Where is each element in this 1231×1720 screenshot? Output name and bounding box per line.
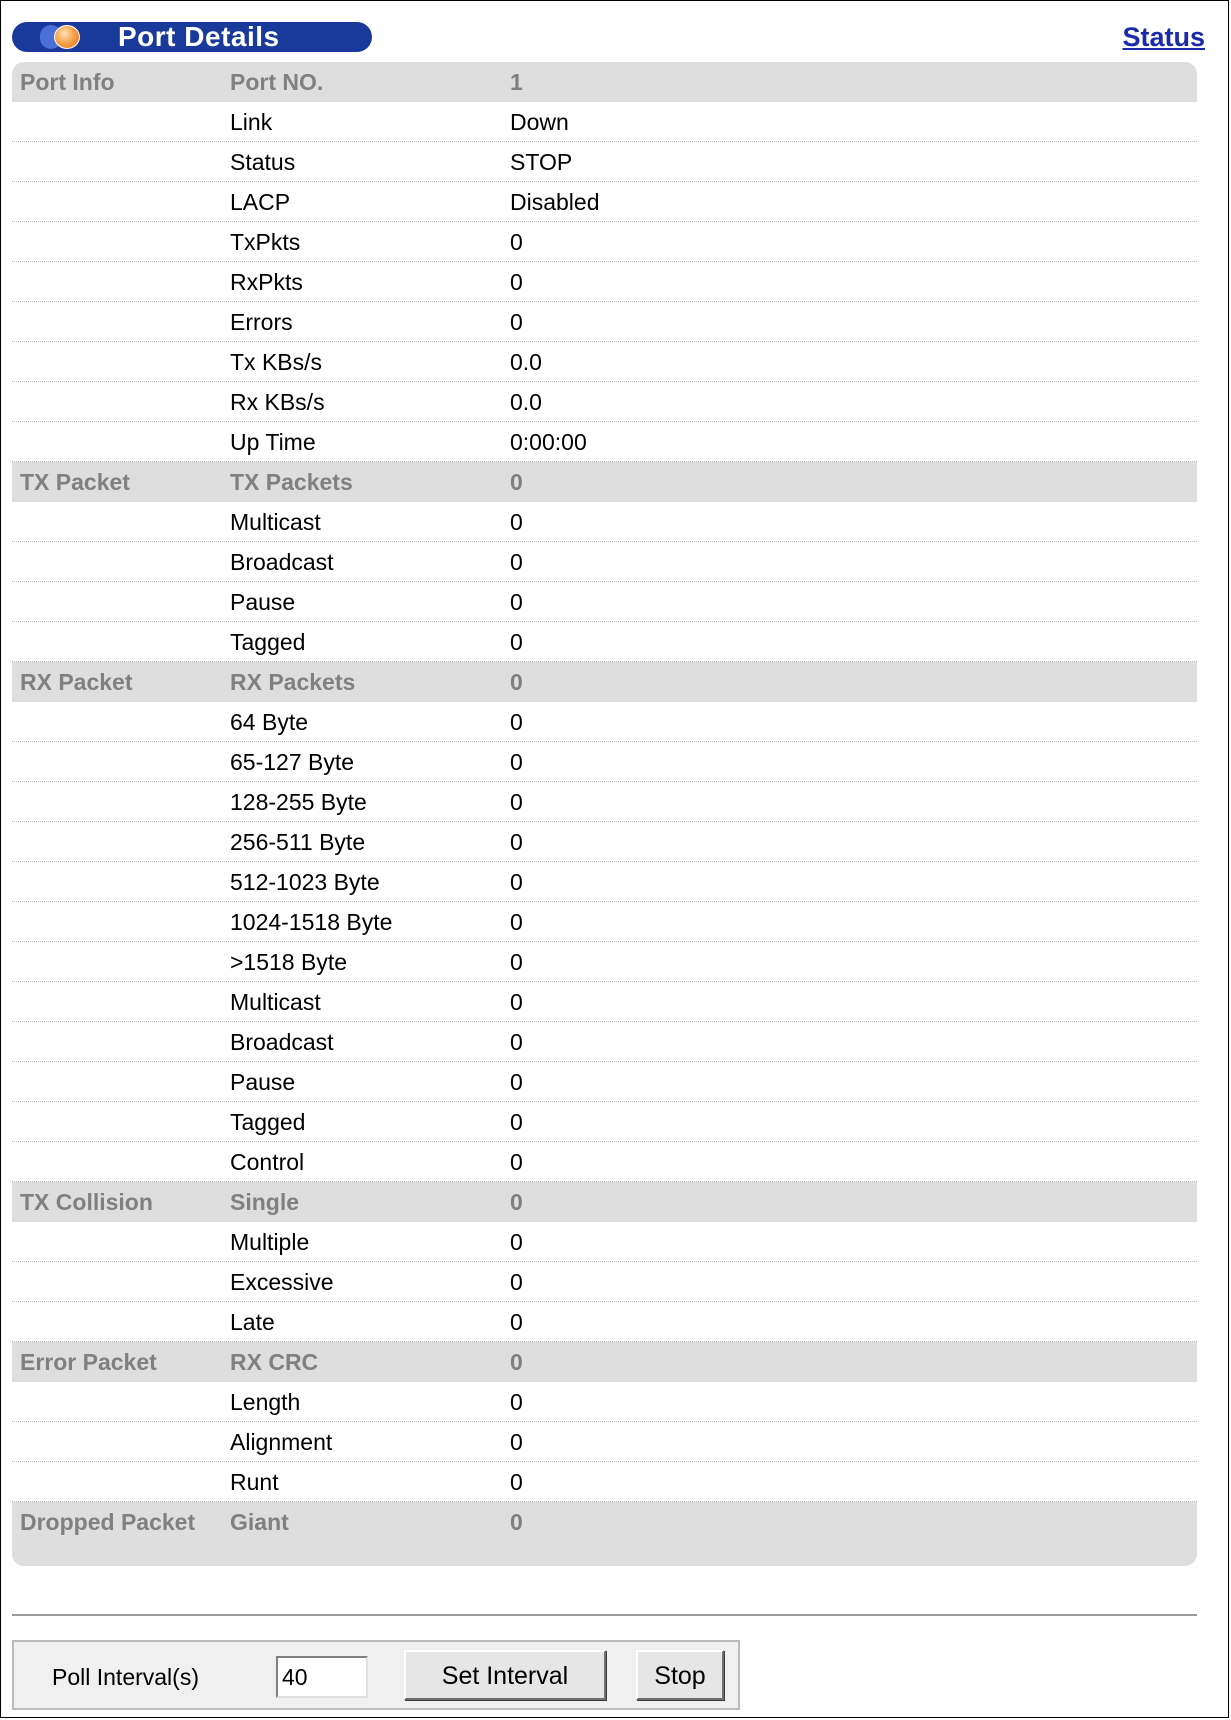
table-row [12, 1462, 1197, 1502]
field-label: Runt [230, 1469, 279, 1495]
field-value: 0 [510, 1309, 523, 1335]
field-value: 0 [510, 229, 523, 255]
table-row [12, 142, 1197, 182]
table-row [12, 182, 1197, 222]
field-label: Up Time [230, 429, 316, 455]
poll-interval-bar [12, 1640, 740, 1710]
group-label: TX Packet [20, 469, 130, 495]
field-value: 0 [510, 1469, 523, 1495]
field-label: TX Packets [230, 469, 353, 495]
field-label: RX Packets [230, 669, 356, 695]
field-label: TxPkts [230, 229, 301, 255]
field-label: Tx KBs/s [230, 349, 323, 375]
table-footer [12, 1542, 1197, 1566]
field-label: Link [230, 109, 273, 135]
field-value: 0.0 [510, 349, 542, 375]
table-row [12, 982, 1197, 1022]
table-group-row [12, 462, 1197, 502]
field-value: 0 [510, 549, 523, 575]
field-label: RX CRC [230, 1349, 319, 1375]
field-label: Pause [230, 589, 296, 615]
table-row [12, 942, 1197, 982]
poll-interval-input[interactable] [276, 1656, 368, 1698]
field-value: Disabled [510, 189, 600, 215]
field-label: Length [230, 1389, 301, 1415]
field-label: RxPkts [230, 269, 303, 295]
status-link[interactable]: Status [1122, 22, 1205, 52]
table-row [12, 902, 1197, 942]
field-label: Multiple [230, 1229, 310, 1255]
table-row [12, 582, 1197, 622]
table-group-row [12, 662, 1197, 702]
field-value: STOP [510, 149, 573, 175]
field-value: 0 [510, 1389, 523, 1415]
table-row [12, 502, 1197, 542]
field-value: 0 [510, 989, 523, 1015]
table-row [12, 262, 1197, 302]
table-row [12, 782, 1197, 822]
group-label: RX Packet [20, 669, 133, 695]
table-row [12, 1062, 1197, 1102]
stop-button[interactable]: Stop [636, 1650, 724, 1700]
field-label: >1518 Byte [230, 949, 348, 975]
field-value: 0 [510, 1349, 523, 1375]
field-label: Alignment [230, 1429, 333, 1455]
field-value: 0:00:00 [510, 429, 587, 455]
table-row [12, 1302, 1197, 1342]
table-row [12, 742, 1197, 782]
group-label: Port Info [20, 69, 115, 95]
table-row [12, 862, 1197, 902]
field-label: LACP [230, 189, 291, 215]
field-label: Control [230, 1149, 305, 1175]
table-row [12, 1262, 1197, 1302]
field-value: 0 [510, 1509, 523, 1535]
field-value: 0 [510, 909, 523, 935]
field-value: 0 [510, 1069, 523, 1095]
field-value: 0 [510, 789, 523, 815]
field-label: Port NO. [230, 69, 324, 95]
field-value: 0 [510, 869, 523, 895]
table-row [12, 342, 1197, 382]
field-label: Pause [230, 1069, 296, 1095]
table-row [12, 542, 1197, 582]
table-row [12, 1382, 1197, 1422]
field-value: 0 [510, 509, 523, 535]
table-group-row [12, 62, 1197, 102]
field-label: 512-1023 Byte [230, 869, 380, 895]
table-row [12, 822, 1197, 862]
field-value: 1 [510, 69, 523, 95]
page-title: Port Details [118, 21, 280, 52]
port-details-table [12, 62, 1197, 1566]
field-value: 0 [510, 829, 523, 855]
field-label: Tagged [230, 1109, 306, 1135]
table-row [12, 422, 1197, 462]
table-row [12, 222, 1197, 262]
field-label: 65-127 Byte [230, 749, 355, 775]
page-title-banner [12, 22, 372, 52]
field-label: 1024-1518 Byte [230, 909, 393, 935]
field-value: 0 [510, 1189, 523, 1215]
field-value: 0 [510, 669, 523, 695]
field-label: Tagged [230, 629, 306, 655]
field-value: 0 [510, 749, 523, 775]
table-group-row [12, 1342, 1197, 1382]
table-row [12, 1422, 1197, 1462]
field-label: 128-255 Byte [230, 789, 367, 815]
table-row [12, 1142, 1197, 1182]
field-value: 0 [510, 1029, 523, 1055]
table-group-row [12, 1502, 1197, 1542]
field-value: 0 [510, 709, 523, 735]
field-value: Down [510, 109, 569, 135]
field-label: 256-511 Byte [230, 829, 366, 855]
divider [12, 1614, 1197, 1616]
field-label: Single [230, 1189, 300, 1215]
field-label: Multicast [230, 509, 321, 535]
table-row [12, 382, 1197, 422]
orb-icon [54, 25, 80, 49]
field-value: 0 [510, 1429, 523, 1455]
field-value: 0 [510, 629, 523, 655]
table-row [12, 1022, 1197, 1062]
field-label: 64 Byte [230, 709, 308, 735]
group-label: Error Packet [20, 1349, 157, 1375]
field-value: 0 [510, 1229, 523, 1255]
table-row [12, 302, 1197, 342]
table-row [12, 702, 1197, 742]
field-value: 0 [510, 949, 523, 975]
field-label: Errors [230, 309, 293, 335]
field-label: Broadcast [230, 1029, 334, 1055]
poll-interval-label: Poll Interval(s) [52, 1664, 199, 1690]
field-label: Late [230, 1309, 275, 1335]
field-value: 0 [510, 469, 523, 495]
field-value: 0 [510, 1269, 523, 1295]
group-label: TX Collision [20, 1189, 153, 1215]
field-value: 0 [510, 309, 523, 335]
field-value: 0.0 [510, 389, 542, 415]
group-label: Dropped Packet [20, 1509, 196, 1535]
field-label: Multicast [230, 989, 321, 1015]
table-row [12, 622, 1197, 662]
field-value: 0 [510, 269, 523, 295]
set-interval-button[interactable]: Set Interval [404, 1650, 606, 1700]
field-label: Rx KBs/s [230, 389, 325, 415]
field-label: Status [230, 149, 296, 175]
table-row [12, 1102, 1197, 1142]
table-group-row [12, 1182, 1197, 1222]
field-value: 0 [510, 1149, 523, 1175]
field-label: Excessive [230, 1269, 334, 1295]
field-label: Broadcast [230, 549, 334, 575]
field-value: 0 [510, 1109, 523, 1135]
field-label: Giant [230, 1509, 289, 1535]
field-value: 0 [510, 589, 523, 615]
table-row [12, 1222, 1197, 1262]
table-row [12, 102, 1197, 142]
